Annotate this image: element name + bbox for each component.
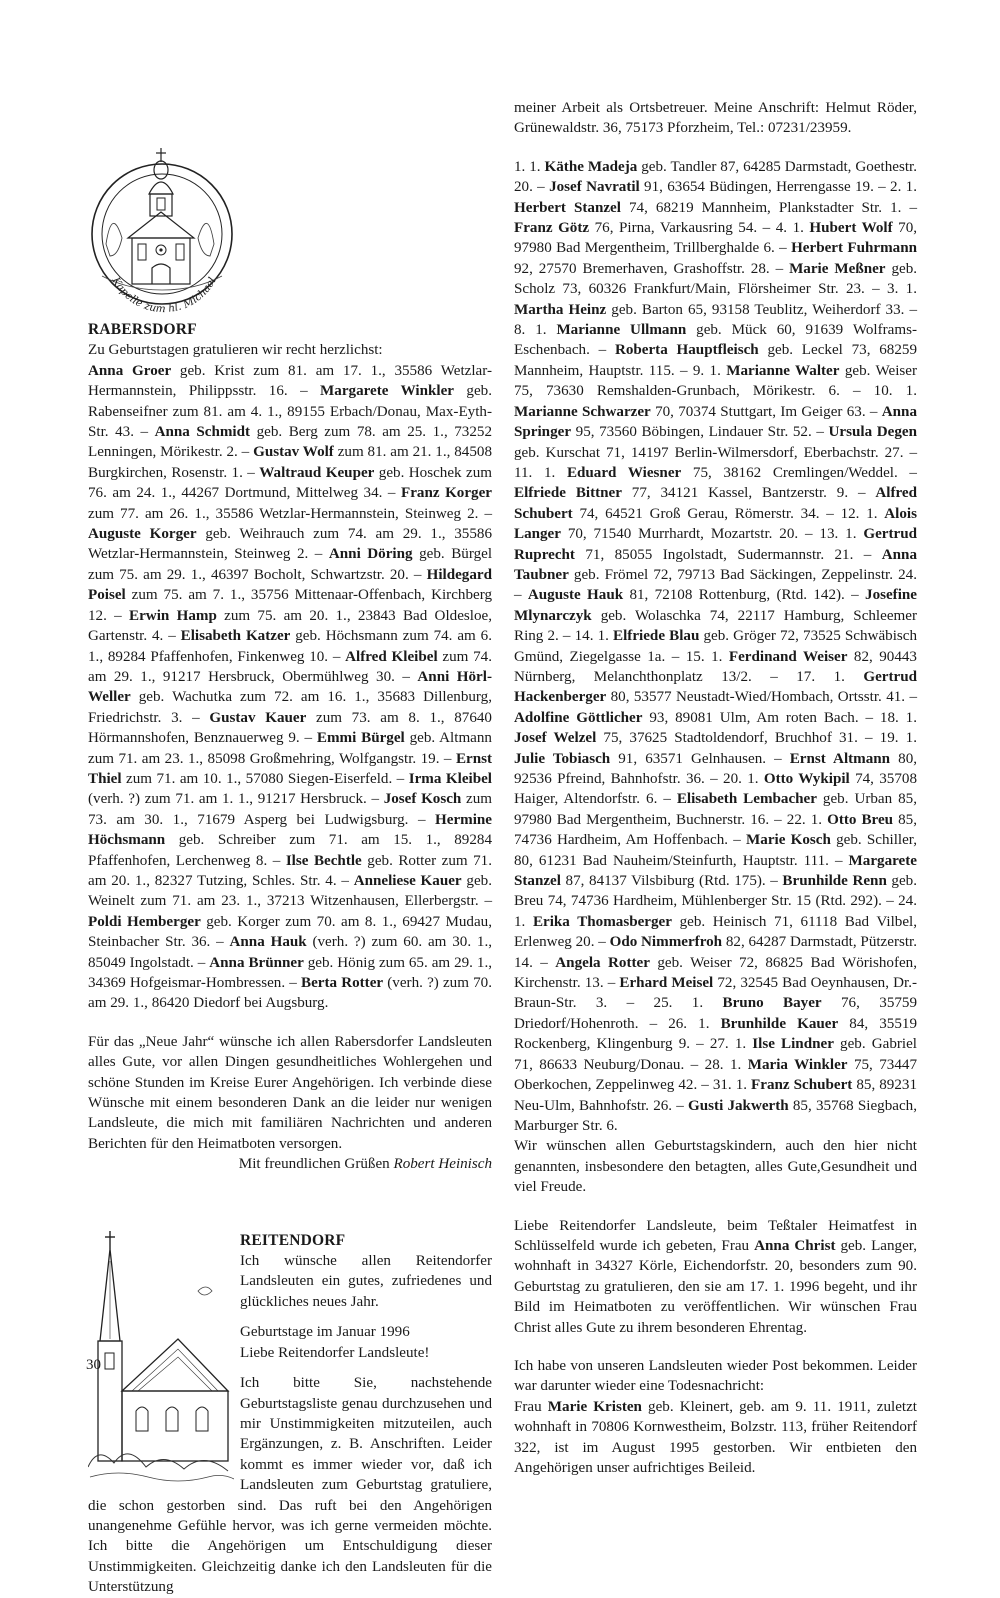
- reitendorf-entry-text: 80, 53577 Neustadt-Wied/Hombach, Ortsstr. 41. –: [606, 689, 917, 706]
- reitendorf-entry-date: 1. 1.: [514, 158, 545, 175]
- reitendorf-entry-text: 70, 71540 Murrhardt, Mozartstr. 20. – 13. 1.: [560, 526, 864, 543]
- christ-name: Anna Christ: [754, 1237, 836, 1254]
- rabersdorf-entry-name: Poldi Hemberger: [88, 913, 201, 930]
- rabersdorf-entry-name: Auguste Korger: [88, 526, 197, 543]
- rabersdorf-entry-text: geb. Bürgel zum 75. am 29. 1., 46397 Bocholt, Schwartzstr. 20. –: [88, 546, 493, 583]
- reitendorf-entry-name: Otto Breu: [827, 811, 894, 828]
- rabersdorf-entry-name: Erwin Hamp: [129, 607, 217, 624]
- rabersdorf-entry-text: geb. Korger zum 70. am 8. 1., 69427 Mudau, Steinbacher Str. 36. –: [88, 913, 493, 951]
- reitendorf-entry-name: Marianne Walter: [726, 362, 840, 379]
- reitendorf-entry-text: 81, 72108 Rottenburg, (Rtd. 142). –: [623, 587, 866, 604]
- rabersdorf-entry-text: (verh. ?) zum 70. am 29. 1., 86420 Diedorf bei Augsburg.: [88, 975, 492, 1012]
- reitendorf-body: Ich bitte Sie, nachstehende Geburtstagsliste genau durchzusehen und mir Unstimmigkeiten mitzuteilen, auch Ergänzungen, z. B. Anschriften. Leider kommt es immer wieder vor, daß ich Landsleuten zum Geburtstag gratuliere, die schon gestorben sind. Das ruft bei den Angehörigen unangenehme Gefühle hervor, was ich gerne vermeiden möchte. Ich bitte die Angehörigen um Entschuldigung dieser Unstimmigkeiten. Gleichzeitig danke ich den Landsleuten für die Unterstützung: [88, 1375, 492, 1596]
- rabersdorf-entry-name: Alfred Kleibel: [345, 648, 438, 665]
- reitendorf-entry-name: Eduard Wiesner: [566, 464, 682, 481]
- reitendorf-entry-text: 84, 35519 Rockenberg, Klingenburg 9. – 27. 1.: [514, 1015, 917, 1053]
- reitendorf-entry-name: Elfriede Blau: [613, 628, 700, 645]
- reitendorf-entry-name: Alfred Schubert: [514, 485, 917, 522]
- reitendorf-entry-name: Marie Kosch: [746, 832, 831, 849]
- reitendorf-entry-name: Angela Rotter: [555, 954, 650, 971]
- reitendorf-entry-text: geb. Leckel 73, 68259 Mannheim, Hauptstr. 115. – 9. 1.: [514, 342, 917, 379]
- reitendorf-entry-text: 72, 32545 Bad Oeynhausen, Dr.-Braun-Str. 3. – 25. 1.: [514, 975, 917, 1012]
- reitendorf-entry-text: 85, 74736 Hardheim, Am Hoffenbach. –: [514, 811, 918, 849]
- reitendorf-entry-name: Käthe Madeja: [544, 158, 638, 175]
- reitendorf-entry-text: 74, 35708 Haiger, Altendorfstr. 6. –: [514, 771, 917, 808]
- rabersdorf-entry-text: geb. Hoschek zum 76. am 24. 1., 44267 Dortmund, Mittelweg 34. –: [88, 464, 492, 502]
- rabersdorf-entry-name: Margarete Winkler: [320, 383, 455, 400]
- reitendorf-entry-name: Odo Nimmerfroh: [609, 934, 723, 951]
- reitendorf-entry-name: Auguste Hauk: [527, 587, 624, 604]
- rabersdorf-birthday-list: [88, 363, 492, 1012]
- death-notice: [514, 1397, 917, 1479]
- reitendorf-entry-name: Herbert Stanzel: [514, 199, 621, 216]
- emblem-inscription: Kapelle zum hl. Michael: [109, 275, 219, 316]
- rabersdorf-entry-name: Anni Hörl-Weller: [88, 668, 492, 706]
- reitendorf-entry-name: Brunhilde Renn: [782, 873, 887, 890]
- rabersdorf-entry-name: Waltraud Keuper: [259, 464, 375, 481]
- rabersdorf-entry-text: geb. Krist zum 81. am 17. 1., 35586 Wetzlar-Hermannstein, Philippsstr. 16. –: [88, 362, 492, 400]
- chapel-emblem-image: [88, 126, 235, 320]
- reitendorf-entry-name: Adolfine Göttlicher: [514, 709, 643, 726]
- reitendorf-entry-name: Anna Taubner: [514, 546, 917, 583]
- reitendorf-entry-name: Ursula Degen: [828, 424, 917, 441]
- reitendorf-entry-text: 70, 97980 Bad Mergentheim, Trillberghalde 6. –: [514, 220, 918, 257]
- svg-text:Kapelle zum hl. Michael: [109, 274, 219, 315]
- rabersdorf-entry-text: geb. Rotter zum 71. am 20. 1., 82327 Tutzing, Schles. Str. 4. –: [88, 852, 492, 889]
- reitendorf-entry-text: geb. Mück 60, 91639 Wolframs-Eschenbach. –: [514, 322, 917, 359]
- reitendorf-entry-text: geb. Frömel 72, 79713 Bad Säckingen, Zeppelinstr. 24. –: [514, 566, 917, 604]
- rabersdorf-entry-text: geb. Höchsmann zum 74. am 6. 1., 89284 Pfaffenhofen, Finkenweg 10. –: [88, 628, 493, 665]
- reitendorf-entry-text: geb. Gabriel 71, 86633 Neuburg/Donau. – 28. 1.: [514, 1036, 917, 1073]
- rabersdorf-entry-text: geb. Altmann zum 71. am 23. 1., 85098 Großmehring, Wolfgangstr. 19. –: [88, 730, 492, 767]
- rabersdorf-entry-text: zum 71. am 10. 1., 57080 Siegen-Eiserfeld. –: [121, 770, 409, 787]
- reitendorf-entry-name: Josef Welzel: [514, 730, 597, 747]
- reitendorf-entry-text: 80, 92536 Pfreind, Bahnhofstr. 36. – 20. 1.: [514, 750, 918, 787]
- reitendorf-wishes: Wir wünschen allen Geburtstagskindern, auch den hier nicht genannten, insbesondere den betagten, alles Gute,Gesundheit und viel Freude.: [514, 1138, 917, 1196]
- death-notice-intro: Ich habe von unseren Landsleuten wieder Post bekommen. Leider war darunter wieder eine Todesnachricht:: [514, 1357, 917, 1395]
- reitendorf-entry-name: Erhard Meisel: [619, 975, 714, 992]
- reitendorf-entry-text: geb. Wolaschka 74, 22117 Hamburg, Schleemer Ring 2. – 14. 1.: [514, 607, 917, 645]
- reitendorf-entry-name: Alois Langer: [514, 505, 917, 543]
- rabersdorf-entry-text: zum 77. am 26. 1., 35586 Wetzlar-Hermannstein, Steinweg 2. –: [88, 505, 492, 522]
- rabersdorf-entry-text: geb. Wachutka zum 72. am 16. 1., 35683 Dillenburg, Friedrichstr. 3. –: [88, 689, 492, 726]
- reitendorf-entry-text: 91, 63571 Gelnhausen. –: [610, 750, 790, 767]
- signoff-text: Mit freundlichen Grüßen: [238, 1156, 390, 1173]
- rabersdorf-entry-text: geb. Weihrauch zum 74. am 29. 1., 35586 Wetzlar-Hermannstein, Steinweg 2. –: [88, 526, 492, 563]
- reitendorf-entry-text: 77, 34121 Kassel, Bantzerstr. 9. –: [621, 485, 876, 502]
- reitendorf-entry-text: 85, 89231 Neu-Ulm, Bahnhofstr. 26. –: [514, 1077, 917, 1114]
- reitendorf-entry-text: 71, 85055 Ingolstadt, Sudermannstr. 21. –: [574, 546, 882, 563]
- reitendorf-entry-text: 91, 63654 Büdingen, Herrengasse 19. – 2. 1.: [639, 179, 918, 196]
- rabersdorf-entry-text: zum 81. am 21. 1., 84508 Burgkirchen, Rosenstr. 1. –: [88, 444, 492, 481]
- reitendorf-entry-text: 95, 73560 Böbingen, Lindauer Str. 52. –: [571, 424, 829, 441]
- rabersdorf-entry-name: Berta Rotter: [301, 975, 384, 991]
- reitendorf-entry-name: Franz Schubert: [751, 1077, 853, 1094]
- reitendorf-entry-name: Franz Götz: [514, 220, 590, 237]
- reitendorf-entry-name: Hubert Wolf: [809, 220, 893, 237]
- reitendorf-entry-name: Julie Tobiasch: [514, 750, 611, 767]
- reitendorf-entry-name: Otto Wykipil: [763, 771, 850, 787]
- reitendorf-subhead-2: Liebe Reitendorfer Landsleute!: [240, 1344, 430, 1361]
- reitendorf-entry-name: Josef Navratil: [549, 179, 640, 196]
- rabersdorf-entry-text: geb. Hönig zum 65. am 29. 1., 34369 Hofgeismar-Hombressen. –: [88, 954, 492, 991]
- rabersdorf-entry-name: Hildegard Poisel: [88, 566, 492, 604]
- rabersdorf-title: RABERSDORF: [88, 321, 197, 338]
- reitendorf-entry-name: Elfriede Bittner: [514, 485, 622, 502]
- reitendorf-entry-name: Maria Winkler: [747, 1056, 848, 1073]
- reitendorf-entry-name: Marianne Schwarzer: [514, 403, 651, 420]
- rabersdorf-entry-text: (verh. ?) zum 60. am 30. 1., 85049 Ingolstadt. –: [88, 934, 493, 971]
- reitendorf-entry-name: Herbert Fuhrmann: [791, 240, 917, 257]
- rabersdorf-entry-name: Irma Kleibel: [408, 770, 492, 787]
- reitendorf-entry-text: 76, 35759 Driedorf/Hohenroth. – 26. 1.: [514, 995, 918, 1032]
- reitendorf-entry-text: geb. Kurschat 71, 14197 Berlin-Wilmersdorf, Eberbachstr. 27. – 11. 1.: [514, 444, 917, 481]
- rabersdorf-entry-text: (verh. ?) zum 71. am 1. 1., 91217 Hersbruck. –: [88, 791, 384, 808]
- reitendorf-entry-text: geb. Gröger 72, 73525 Schwäbisch Gmünd, Ziegelgasse 1a. – 15. 1.: [514, 628, 918, 665]
- rabersdorf-entry-name: Hermine Höchsmann: [88, 811, 492, 849]
- rabersdorf-entry-text: zum 73. am 30. 1., 71679 Asperg bei Ludwigsburg. –: [88, 791, 492, 828]
- rabersdorf-entry-text: zum 73. am 8. 1., 87640 Hörmannshofen, Benznauerweg 9. –: [88, 709, 492, 747]
- death-text-post: geb. Kleinert, geb. am 9. 11. 1911, zuletzt wohnhaft in 70806 Kornwestheim, Bolzstr. 113, früher Reitendorf 322, ist im August 1995 gestorben. Wir entbieten den Angehörigen unser aufrichtiges Beileid.: [514, 1398, 917, 1476]
- reitendorf-entry-text: 70, 70374 Stuttgart, Im Geiger 63. –: [650, 403, 882, 420]
- reitendorf-entry-text: geb. Scholz 73, 60326 Frankfurt/Main, Flörsheimer Str. 23. – 3. 1.: [514, 260, 918, 298]
- reitendorf-entry-name: Erika Thomasberger: [532, 913, 672, 930]
- reitendorf-entry-text: 74, 64521 Groß Gerau, Römerstr. 34. – 12. 1.: [572, 505, 885, 522]
- rabersdorf-entry-name: Gustav Kauer: [209, 709, 307, 726]
- anna-christ-paragraph: [514, 1216, 917, 1338]
- reitendorf-entry-text: geb. Weiser 72, 86825 Bad Wörishofen, Kirchenstr. 13. –: [514, 954, 917, 992]
- reitendorf-entry-text: 74, 68219 Mannheim, Plankstadter Str. 1. –: [620, 199, 918, 216]
- rabersdorf-entry-name: Anna Brünner: [209, 954, 304, 971]
- left-column: [88, 98, 492, 1598]
- rabersdorf-entry-text: geb. Weinelt zum 71. am 23. 1., 37213 Witzenhausen, Ellerbergstr. –: [88, 872, 492, 910]
- reitendorf-body-continued: meiner Arbeit als Ortsbetreuer. Meine Anschrift: Helmut Röder, Grünewaldstr. 36, 75173 Pforzheim, Tel.: 07231/23959.: [514, 100, 917, 137]
- rabersdorf-entry-text: zum 74. am 29. 1., 91217 Hersbruck, Obermühlweg 30. –: [88, 648, 492, 685]
- reitendorf-entry-name: Gusti Jakwerth: [688, 1097, 789, 1114]
- reitendorf-birthday-list: [514, 157, 917, 1137]
- rabersdorf-entry-name: Ernst Thiel: [88, 750, 492, 787]
- rabersdorf-entry-text: zum 75. am 20. 1., 23843 Bad Oldesloe, Gartenstr. 4. –: [88, 607, 492, 645]
- death-text-pre: Frau: [514, 1398, 548, 1415]
- reitendorf-entry-text: 82, 90443 Nürnberg, Melanchthonplatz 13/2. – 17. 1.: [514, 648, 917, 685]
- rabersdorf-entry-name: Anna Hauk: [229, 934, 307, 951]
- rabersdorf-intro: Zu Geburtstagen gratulieren wir recht herzlichst:: [88, 342, 383, 359]
- reitendorf-entry-text: geb. Tandler 87, 64285 Darmstadt, Goethestr. 20. –: [514, 158, 917, 196]
- reitendorf-entry-text: geb. Breu 74, 74736 Hardheim, Mühlenberger Str. 15 (Rtd. 292). – 24. 1.: [514, 873, 918, 930]
- rabersdorf-entry-text: zum 75. am 7. 1., 35756 Mittenaar-Offenbach, Kirchberg 12. –: [88, 587, 492, 624]
- right-column: [514, 98, 917, 1478]
- reitendorf-entry-text: geb. Schiller, 80, 61231 Bad Nauheim/Steinfurth, Hauptstr. 111. –: [514, 832, 917, 869]
- reitendorf-entry-text: 75, 38162 Cremlingen/Weddel. –: [681, 464, 917, 481]
- christ-text-pre: Liebe Reitendorfer Landsleute, beim Teßtaler Heimatfest in Schlüsselfeld wurde ich gebeten, Frau: [514, 1217, 917, 1254]
- rabersdorf-entry-name: Anna Schmidt: [154, 424, 251, 441]
- reitendorf-entry-text: 87, 84137 Vilsbiburg (Rtd. 175). –: [560, 873, 783, 890]
- rabersdorf-entry-text: geb. Rabenseifner zum 81. am 4. 1., 89155 Erbach/Donau, Max-Eyth-Str. 43. –: [88, 383, 492, 441]
- rabersdorf-entry-name: Anni Döring: [328, 546, 413, 563]
- christ-text-post: geb. Langer, wohnhaft in 34327 Körle, Eichendorfstr. 20, besonders zum 90. Geburtstag zu gratulieren, den sie am 17. 1. 1996 begeht, und ihr Bild im Heimatboten zu veröffentlichen. Wir wünschen Frau Christ alles Gute zu ihrem besonderen Ehrentag.: [514, 1237, 917, 1336]
- rabersdorf-entry-text: geb. Schreiber zum 71. am 15. 1., 89284 Pfaffenhofen, Lerchenweg 8. –: [88, 832, 492, 869]
- rabersdorf-entry-name: Emmi Bürgel: [316, 730, 405, 747]
- deceased-name: Marie Kristen: [547, 1398, 642, 1415]
- reitendorf-entry-name: Gertrud Ruprecht: [514, 526, 917, 563]
- church-illustration: [88, 1231, 234, 1489]
- reitendorf-entry-name: Marie Meßner: [789, 260, 886, 277]
- rabersdorf-body: [88, 320, 492, 1014]
- reitendorf-entry-text: geb. Urban 85, 97980 Bad Mergentheim, Buchnerstr. 16. – 22. 1.: [514, 791, 917, 828]
- reitendorf-subhead-1: Geburtstage im Januar 1996: [240, 1324, 410, 1341]
- rabersdorf-signoff: [88, 1154, 492, 1174]
- rabersdorf-entry-text: geb. Berg zum 78. am 25. 1., 73252 Lenningen, Mörikestr. 2. –: [88, 424, 492, 461]
- reitendorf-entry-text: 85, 35768 Siegbach, Marburger Str. 6.: [514, 1097, 917, 1134]
- author-name: Robert Heinisch: [393, 1156, 492, 1173]
- reitendorf-entry-text: 76, Pirna, Varkausring 54. – 4. 1.: [589, 220, 810, 237]
- reitendorf-entry-text: 92, 27570 Bremerhaven, Grashoffstr. 28. –: [514, 260, 790, 277]
- page-number: 30: [86, 1357, 101, 1373]
- reitendorf-entry-text: geb. Weiser 75, 73630 Remshalden-Grunbach, Mörikestr. 6. – 10. 1.: [514, 362, 917, 400]
- rabersdorf-entry-name: Anna Groer: [88, 362, 172, 379]
- reitendorf-entry-name: Marianne Ullmann: [556, 322, 687, 339]
- reitendorf-entry-text: 82, 64287 Darmstadt, Pützerstr. 14. –: [514, 934, 918, 971]
- reitendorf-entry-name: Bruno Bayer: [722, 995, 822, 1012]
- reitendorf-entry-name: Ernst Altmann: [789, 750, 891, 767]
- reitendorf-entry-name: Gertrud Hackenberger: [514, 668, 917, 706]
- reitendorf-entry-name: Josefine Mlynarczyk: [514, 587, 917, 624]
- reitendorf-entry-text: 93, 89081 Ulm, Am roten Bach. – 18. 1.: [642, 709, 918, 726]
- reitendorf-title: REITENDORF: [240, 1231, 346, 1249]
- rabersdorf-closing: Für das „Neue Jahr“ wünsche ich allen Rabersdorfer Landsleuten alles Gute, vor allen Dingen gesundheitliches Wohlergehen und schöne Stunden im Kreise Eurer Angehörigen. Ich verbinde diese Wünsche mit einem besonderen Dank an die leider nur wenigen Landsleute, die mich mit familiären Nachrichten und anderen Berichten für den Heimatboten versorgen.: [88, 1033, 492, 1152]
- reitendorf-entry-text: 75, 73447 Oberkochen, Zeppelinweg 42. – 31. 1.: [514, 1056, 917, 1094]
- reitendorf-entry-name: Ferdinand Weiser: [728, 648, 848, 665]
- rabersdorf-entry-name: Josef Kosch: [383, 791, 462, 808]
- reitendorf-entry-name: Brunhilde Kauer: [720, 1015, 839, 1032]
- reitendorf-wish: Ich wünsche allen Reitendorfer Landsleuten ein gutes, zufriedenes und glückliches neues Jahr.: [240, 1253, 492, 1310]
- reitendorf-entry-text: geb. Heinisch 71, 61118 Bad Vilbel, Erlenweg 20. –: [514, 913, 918, 951]
- reitendorf-entry-text: 75, 37625 Stadtoldendorf, Bruchhof 31. – 19. 1.: [596, 730, 917, 747]
- reitendorf-entry-name: Anna Springer: [514, 403, 918, 441]
- rabersdorf-entry-name: Elisabeth Katzer: [180, 628, 291, 645]
- rabersdorf-entry-name: Franz Korger: [400, 485, 492, 502]
- reitendorf-entry-name: Roberta Hauptfleisch: [614, 342, 759, 359]
- rabersdorf-entry-name: Anneliese Kauer: [353, 872, 462, 889]
- reitendorf-entry-name: Margarete Stanzel: [514, 852, 917, 890]
- rabersdorf-entry-name: Ilse Bechtle: [285, 852, 362, 869]
- reitendorf-entry-name: Martha Heinz: [514, 301, 607, 318]
- reitendorf-entry-text: geb. Barton 65, 93158 Teublitz, Weiherdorf 33. – 8. 1.: [514, 301, 917, 339]
- rabersdorf-entry-name: Gustav Wolf: [253, 444, 334, 461]
- reitendorf-entry-name: Elisabeth Lembacher: [676, 791, 817, 808]
- reitendorf-entry-name: Ilse Lindner: [752, 1036, 834, 1053]
